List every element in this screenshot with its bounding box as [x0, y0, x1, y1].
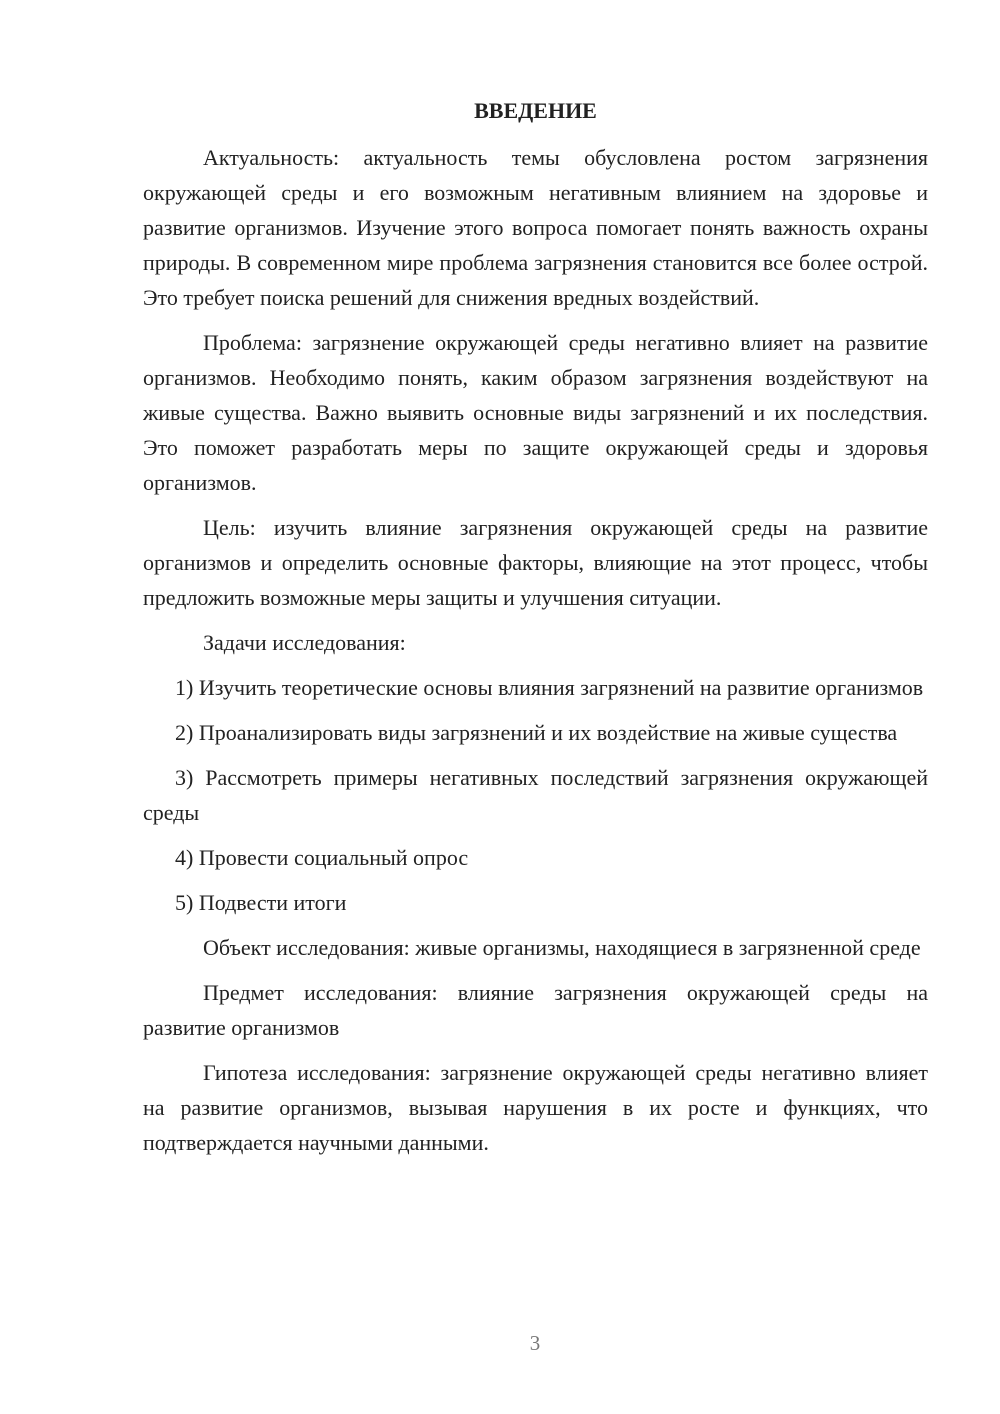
paragraph-hypothesis: Гипотеза исследования: загрязнение окружающей среды негативно влияет на развитие организмов, вызывая нарушения в их росте и функциях, что подтверждается научными данными.: [143, 1060, 928, 1155]
task-item-5: 5) Подвести итоги: [175, 890, 347, 915]
paragraph-goal: Цель: изучить влияние загрязнения окружающей среды на развитие организмов и определить основные факторы, влияющие на этот процесс, чтобы предложить возможные меры защиты и улучшения ситуации.: [143, 515, 928, 610]
paragraph-subject: Предмет исследования: влияние загрязнения окружающей среды на развитие организмов: [143, 980, 928, 1040]
page-content: [143, 93, 928, 1170]
task-item-2: 2) Проанализировать виды загрязнений и их воздействие на живые существа: [175, 720, 898, 745]
page-title: ВВЕДЕНИЕ: [474, 98, 597, 123]
task-item-1: 1) Изучить теоретические основы влияния загрязнений на развитие организмов: [175, 675, 924, 700]
paragraph-tasks-heading: Задачи исследования:: [203, 630, 406, 655]
paragraph-problem: Проблема: загрязнение окружающей среды негативно влияет на развитие организмов. Необходимо понять, каким образом загрязнения воздействуют на живые существа. Важно выявить основные виды загрязнений и их последствия. Это поможет разработать меры по защите окружающей среды и здоровья организмов.: [143, 330, 928, 495]
paragraph-object: Объект исследования: живые организмы, находящиеся в загрязненной среде: [203, 935, 921, 960]
page-number: 3: [529, 1331, 541, 1355]
task-item-4: 4) Провести социальный опрос: [175, 845, 469, 870]
paragraph-relevance: Актуальность: актуальность темы обусловлена ростом загрязнения окружающей среды и его возможным негативным влиянием на здоровье и развитие организмов. Изучение этого вопроса помогает понять важность охраны природы. В современном мире проблема загрязнения становится все более острой. Это требует поиска решений для снижения вредных воздействий.: [143, 145, 928, 310]
task-item-3: 3) Рассмотреть примеры негативных последствий загрязнения окружающей среды: [143, 765, 928, 825]
